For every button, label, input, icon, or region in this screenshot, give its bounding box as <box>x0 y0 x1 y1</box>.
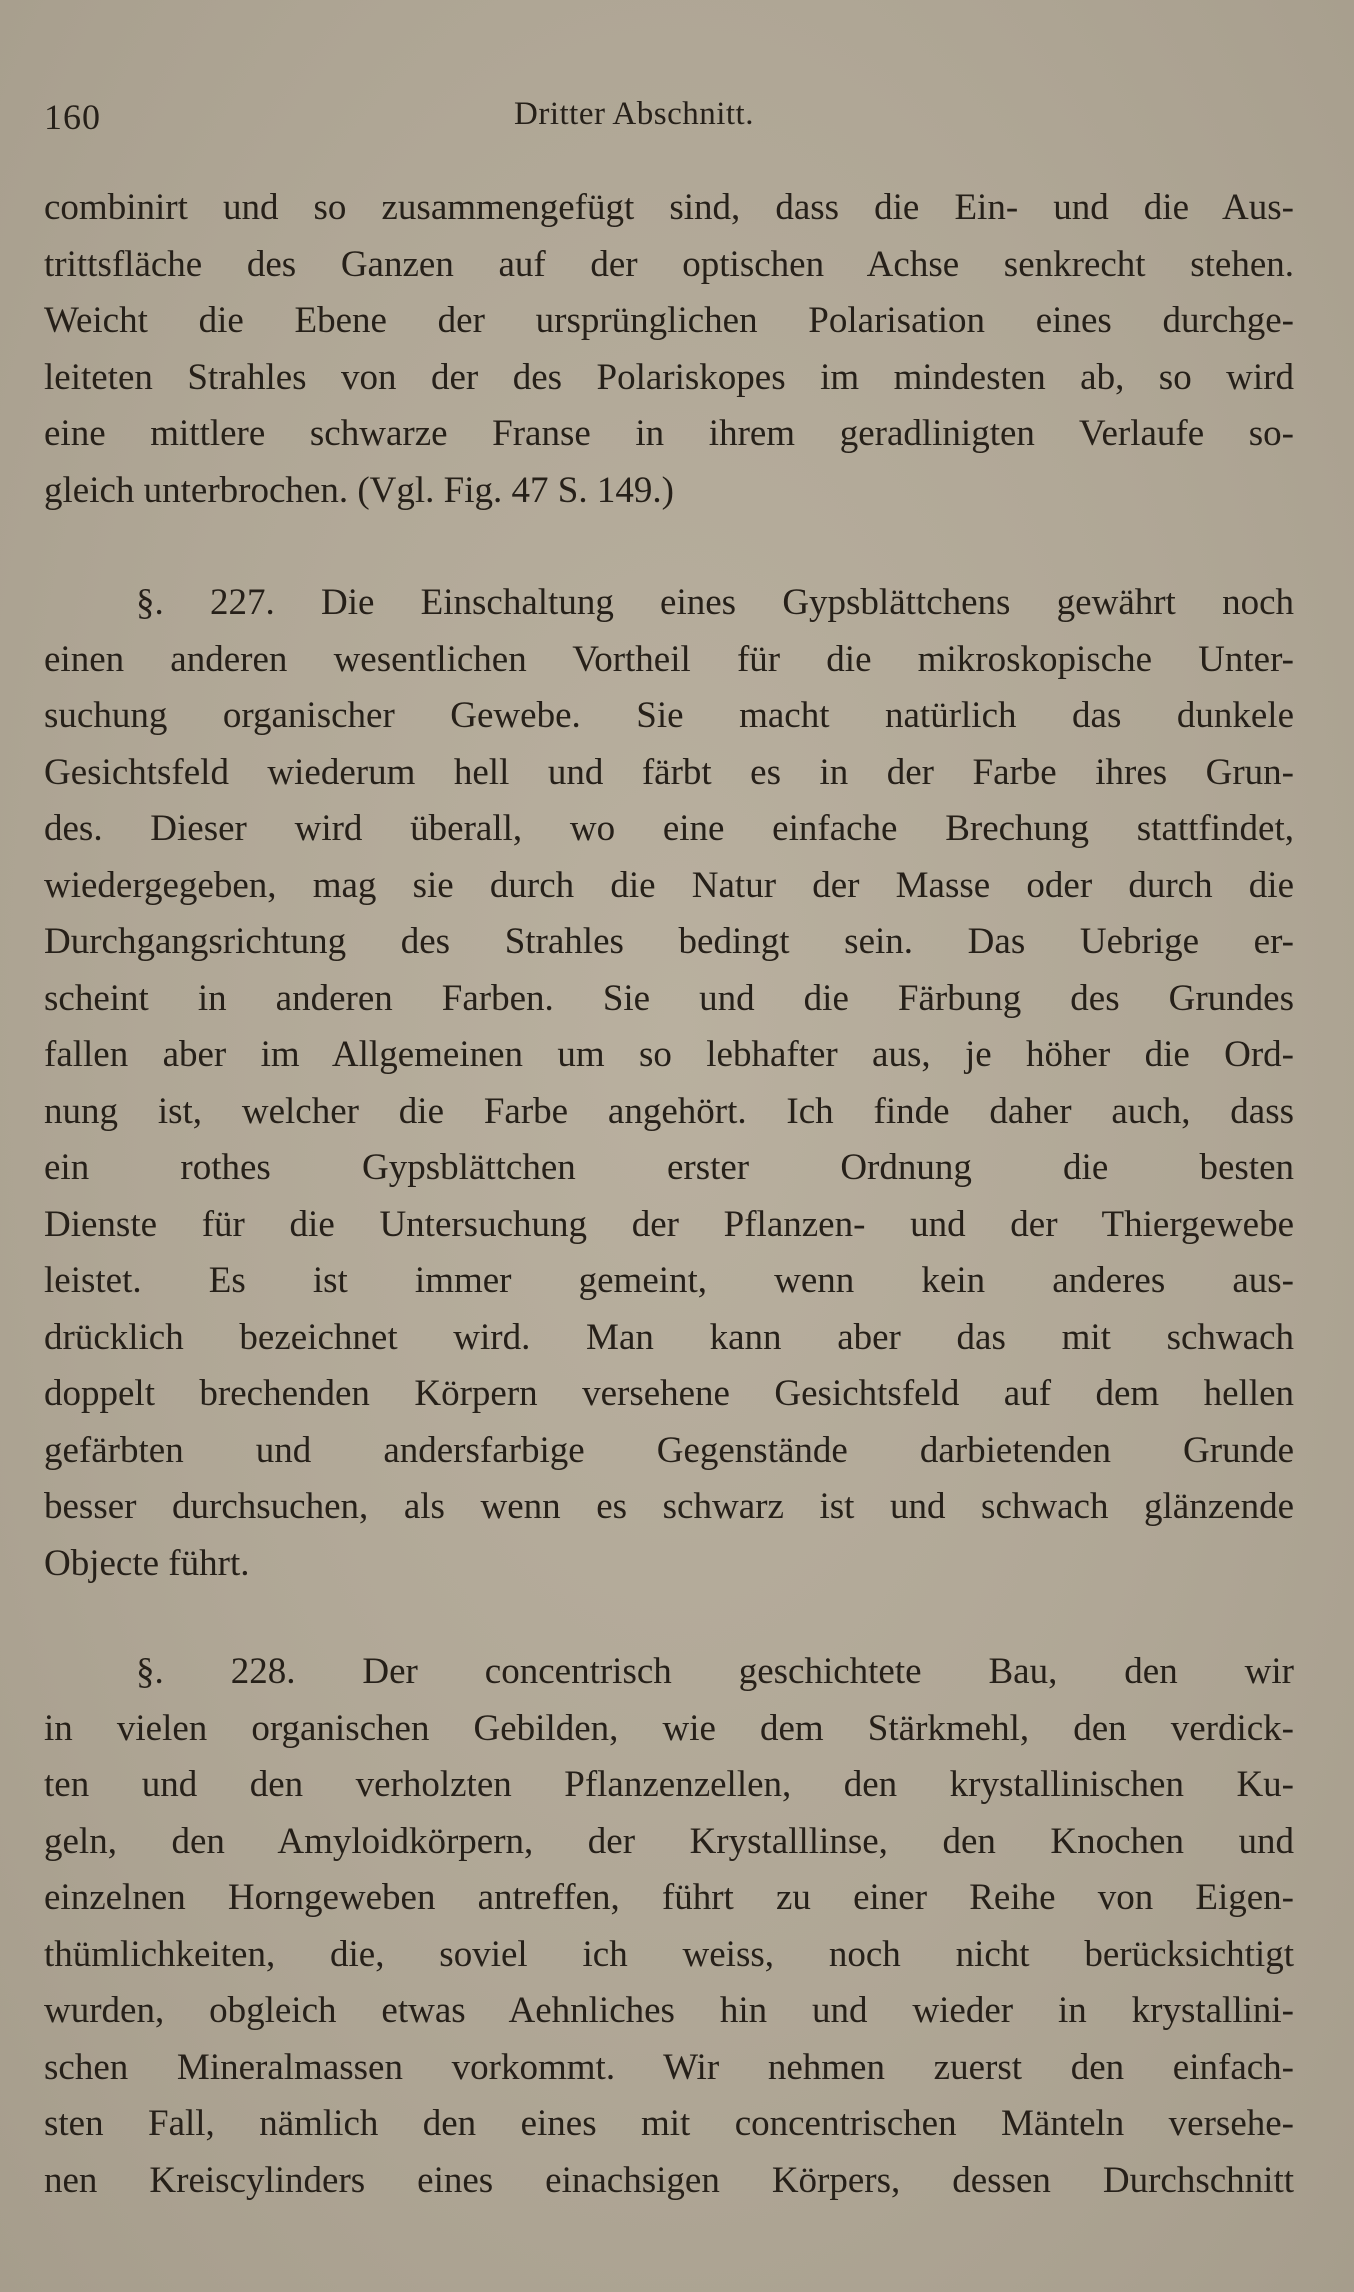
text-line: einzelnen Horngeweben antreffen, führt zu einer Reihe von Eigen- <box>44 1877 1294 1918</box>
text-line: combinirt und so zusammengefügt sind, dass die Ein- und die Aus- <box>44 187 1294 228</box>
text-line: wurden, obgleich etwas Aehnliches hin und wieder in krystallini- <box>44 1990 1294 2031</box>
text-line: ten und den verholzten Pflanzenzellen, den krystallinischen Ku- <box>44 1764 1294 1805</box>
paragraph-section-228 <box>44 1644 1294 2209</box>
paragraph-section-227 <box>44 575 1294 1592</box>
text-line: thümlichkeiten, die, soviel ich weiss, noch nicht berücksichtigt <box>44 1933 1294 1975</box>
text-line: §. 227. Die Einschaltung eines Gypsblättchens gewährt noch <box>136 582 1294 623</box>
paragraph-continuation <box>44 180 1294 519</box>
running-head: Dritter Abschnitt. <box>514 96 754 132</box>
text-line: einen anderen wesentlichen Vortheil für die mikroskopische Unter- <box>44 638 1294 680</box>
text-line: Objecte führt. <box>44 1542 250 1584</box>
text-line: scheint in anderen Farben. Sie und die Färbung des Grundes <box>44 977 1294 1019</box>
text-line: eine mittlere schwarze Franse in ihrem geradlinigten Verlaufe so- <box>44 413 1294 454</box>
text-line: suchung organischer Gewebe. Sie macht natürlich das dunkele <box>44 695 1294 736</box>
text-line: gleich unterbrochen. (Vgl. Fig. 47 S. 149.) <box>44 469 674 511</box>
text-line: fallen aber im Allgemeinen um so lebhafter aus, je höher die Ord- <box>44 1034 1294 1075</box>
text-line: leistet. Es ist immer gemeint, wenn kein anderes aus- <box>44 1260 1294 1301</box>
text-line: des. Dieser wird überall, wo eine einfache Brechung stattfindet, <box>44 808 1294 849</box>
text-line: in vielen organischen Gebilden, wie dem Stärkmehl, den verdick- <box>44 1707 1294 1749</box>
text-line: Dienste für die Untersuchung der Pflanzen- und der Thiergewebe <box>44 1203 1294 1245</box>
page-header <box>44 96 1294 146</box>
text-line: geln, den Amyloidkörpern, der Krystalllinse, den Knochen und <box>44 1820 1294 1862</box>
text-line: schen Mineralmassen vorkommt. Wir nehmen zuerst den einfach- <box>44 2046 1294 2088</box>
text-line: gefärbten und andersfarbige Gegenstände darbietenden Grunde <box>44 1429 1294 1471</box>
text-line: nung ist, welcher die Farbe angehört. Ich finde daher auch, dass <box>44 1090 1294 1132</box>
text-line: besser durchsuchen, als wenn es schwarz ist und schwach glänzende <box>44 1486 1294 1527</box>
text-line: Gesichtsfeld wiederum hell und färbt es in der Farbe ihres Grun- <box>44 751 1294 793</box>
text-line: doppelt brechenden Körpern versehene Gesichtsfeld auf dem hellen <box>44 1373 1294 1414</box>
body-text <box>44 180 1294 2209</box>
page-number: 160 <box>44 97 101 137</box>
text-line: drücklich bezeichnet wird. Man kann aber das mit schwach <box>44 1316 1294 1358</box>
text-line: ein rothes Gypsblättchen erster Ordnung die besten <box>44 1147 1294 1188</box>
text-line: sten Fall, nämlich den eines mit concentrischen Mänteln versehe- <box>44 2103 1294 2144</box>
text-line: Durchgangsrichtung des Strahles bedingt sein. Das Uebrige er- <box>44 921 1294 962</box>
text-line: wiedergegeben, mag sie durch die Natur der Masse oder durch die <box>44 864 1294 906</box>
text-line: leiteten Strahles von der des Polariskopes im mindesten ab, so wird <box>44 356 1294 398</box>
text-line: §. 228. Der concentrisch geschichtete Bau, den wir <box>136 1651 1294 1692</box>
text-line: trittsfläche des Ganzen auf der optischen Achse senkrecht stehen. <box>44 243 1294 285</box>
text-line: nen Kreiscylinders eines einachsigen Körpers, dessen Durchschnitt <box>44 2159 1294 2201</box>
text-line: Weicht die Ebene der ursprünglichen Polarisation eines durchge- <box>44 300 1294 341</box>
